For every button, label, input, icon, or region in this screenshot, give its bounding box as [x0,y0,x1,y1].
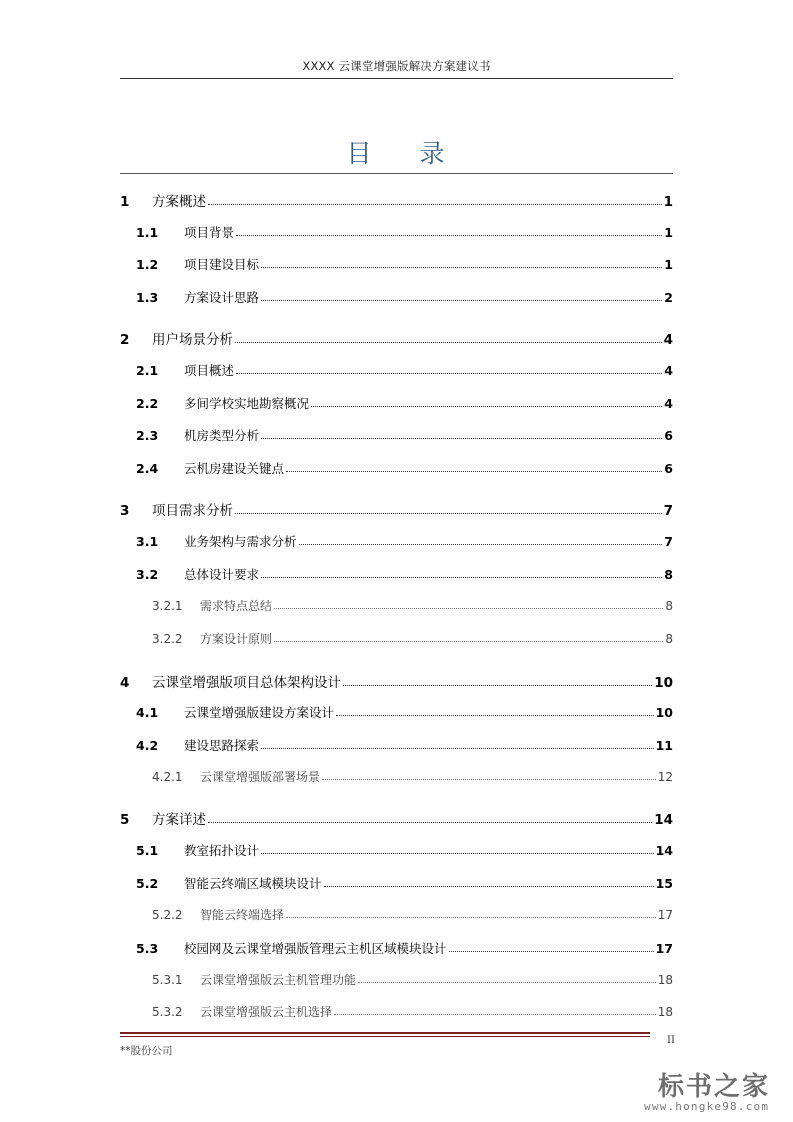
toc-entry[interactable] [152,768,673,786]
running-header: XXXX 云课堂增强版解决方案建议书 [302,59,491,73]
toc-entry-number: 5.1 [136,843,159,858]
company-name: **股份公司 [120,1045,173,1057]
toc-leader-dots [236,225,662,237]
toc-entry[interactable] [136,394,673,412]
toc-leader-dots [261,290,662,302]
toc-entry-page: 14 [654,812,673,828]
toc-title-char-2: 录 [419,139,447,168]
toc-entry-number: 4 [120,675,130,691]
toc-entry-page: 18 [657,1005,673,1019]
toc-leader-dots [311,396,662,408]
toc-entry[interactable] [136,361,673,379]
toc-title-char-1: 目 [346,139,374,168]
toc-entry-label: 机房类型分析 [184,428,260,443]
toc-entry[interactable] [152,630,673,648]
toc-entry-label: 方案设计思路 [184,290,260,305]
toc-entry-label: 项目背景 [184,225,235,240]
toc-leader-dots [261,257,662,269]
toc-entry-page: 2 [664,290,673,305]
toc-entry[interactable] [136,736,673,754]
toc-entry[interactable] [136,223,673,241]
toc-entry-label: 业务架构与需求分析 [184,534,297,549]
toc-entry-number: 2.4 [136,461,159,476]
toc-leader-dots [236,363,662,375]
toc-entry[interactable] [152,971,673,989]
toc-entry-number: 3 [120,503,130,519]
toc-entry-number: 3.1 [136,534,159,549]
toc-entry-number: 5.2 [136,876,159,891]
toc-entry-page: 7 [664,534,673,549]
toc-entry-label: 云课堂增强版云主机管理功能 [200,973,357,987]
toc-entry-number: 1 [120,194,130,210]
toc-entry[interactable] [136,841,673,859]
toc-leader-dots [343,675,652,687]
toc-entry[interactable] [136,288,673,306]
toc-entry-page: 8 [665,599,673,613]
toc-entry-page: 7 [663,503,673,519]
toc-entry-number: 5.2.2 [152,908,183,922]
toc-entry-number: 2.1 [136,363,159,378]
toc-leader-dots [336,705,654,717]
toc-entry-page: 6 [664,461,673,476]
toc-entry[interactable] [152,597,673,615]
toc-entry[interactable] [136,874,673,892]
toc-leader-dots [299,534,663,546]
toc-entry-number: 3.2.2 [152,632,183,646]
toc-leader-dots [322,769,656,781]
toc-entry[interactable] [120,808,673,826]
toc-leader-dots [449,941,654,953]
toc-entry-number: 4.2 [136,738,159,753]
toc-leader-dots [358,972,656,984]
toc-leader-dots [261,428,662,440]
toc-entry-page: 17 [657,908,673,922]
toc-entry-number: 2 [120,332,130,348]
toc-leader-dots [334,1004,656,1016]
toc-entry-number: 3.2.1 [152,599,183,613]
toc-entry[interactable] [152,1003,673,1021]
toc-entry-label: 建设思路探索 [184,738,260,753]
toc-entry[interactable] [152,906,673,924]
toc-entry-page: 4 [664,396,673,411]
toc-entry-label: 项目需求分析 [152,503,233,519]
footer-rule-thick [120,1032,650,1034]
toc-entry-label: 云课堂增强版项目总体架构设计 [152,675,341,691]
toc-entry-page: 10 [654,675,673,691]
toc-entry-page: 8 [665,632,673,646]
toc-entry-page: 11 [655,738,673,753]
toc-entry-page: 6 [664,428,673,443]
toc-entry-number: 1.3 [136,290,159,305]
toc-entry-number: 3.2 [136,567,159,582]
toc-entry-page: 1 [664,257,673,272]
toc-title [0,134,793,170]
toc-entry[interactable] [120,499,673,517]
toc-leader-dots [261,843,654,855]
toc-entry[interactable] [136,532,673,550]
toc-entry-label: 方案详述 [152,812,206,828]
toc-entry-label: 智能云终端选择 [200,908,285,922]
toc-entry-label: 方案设计原则 [200,632,273,646]
toc-leader-dots [208,194,662,206]
toc-entry-number: 4.1 [136,705,159,720]
toc-leader-dots [324,876,654,888]
toc-entry[interactable] [136,703,673,721]
toc-entry-page: 10 [655,705,673,720]
toc-entry-page: 17 [655,941,673,956]
toc-entry[interactable] [120,190,673,208]
toc-entry[interactable] [120,328,673,346]
toc-entry-page: 14 [655,843,673,858]
toc-entry-number: 5.3.2 [152,1005,183,1019]
toc-entry-label: 云课堂增强版建设方案设计 [184,705,335,720]
toc-entry-page: 8 [664,567,673,582]
toc-entry-label: 方案概述 [152,194,206,210]
toc-entry-label: 云机房建设关键点 [184,461,285,476]
toc-entry-page: 12 [657,770,673,784]
toc-entry[interactable] [136,426,673,444]
footer-rule-thin [120,1036,650,1037]
toc-entry-label: 云课堂增强版云主机选择 [200,1005,333,1019]
toc-entry-page: 1 [663,194,673,210]
toc-entry-label: 需求特点总结 [200,599,273,613]
toc-entry-label: 教室拓扑设计 [184,843,260,858]
toc-entry-label: 云课堂增强版部署场景 [200,770,321,784]
toc-entry[interactable] [120,671,673,689]
toc-entry-label: 项目建设目标 [184,257,260,272]
toc-entry-label: 用户场景分析 [152,332,233,348]
toc-leader-dots [235,503,662,515]
toc-leader-dots [286,461,662,473]
toc-entry-label: 多间学校实地勘察概况 [184,396,310,411]
watermark-url: www.hongke98.com [644,1100,770,1113]
toc-leader-dots [208,812,652,824]
toc-entry[interactable] [136,939,673,957]
toc-entry-page: 18 [657,973,673,987]
toc-entry-number: 1.1 [136,225,159,240]
toc-entry-page: 4 [663,332,673,348]
toc-entry-page: 15 [655,876,673,891]
toc-entry-number: 5.3.1 [152,973,183,987]
title-rule [120,173,673,174]
toc-entry[interactable] [136,255,673,273]
toc-entry-label: 校园网及云课堂增强版管理云主机区域模块设计 [184,941,447,956]
watermark-logo-text: 标书之家 [658,1072,771,1102]
page-number: II [667,1035,675,1046]
toc-leader-dots [274,598,663,610]
toc-leader-dots [286,907,656,919]
header-rule [120,78,673,79]
toc-entry[interactable] [136,565,673,583]
toc-entry-label: 总体设计要求 [184,567,260,582]
toc-entry-number: 4.2.1 [152,770,183,784]
toc-entry-number: 2.2 [136,396,159,411]
toc-entry-label: 智能云终端区域模块设计 [184,876,322,891]
toc-leader-dots [261,567,662,579]
toc-entry-label: 项目概述 [184,363,235,378]
toc-entry-page: 1 [664,225,673,240]
toc-entry-number: 5 [120,812,130,828]
toc-leader-dots [235,332,662,344]
toc-entry-number: 2.3 [136,428,159,443]
toc-leader-dots [261,738,654,750]
toc-entry-number: 1.2 [136,257,159,272]
toc-entry-number: 5.3 [136,941,159,956]
toc-entry-page: 4 [664,363,673,378]
toc-leader-dots [274,631,663,643]
toc-entry[interactable] [136,459,673,477]
